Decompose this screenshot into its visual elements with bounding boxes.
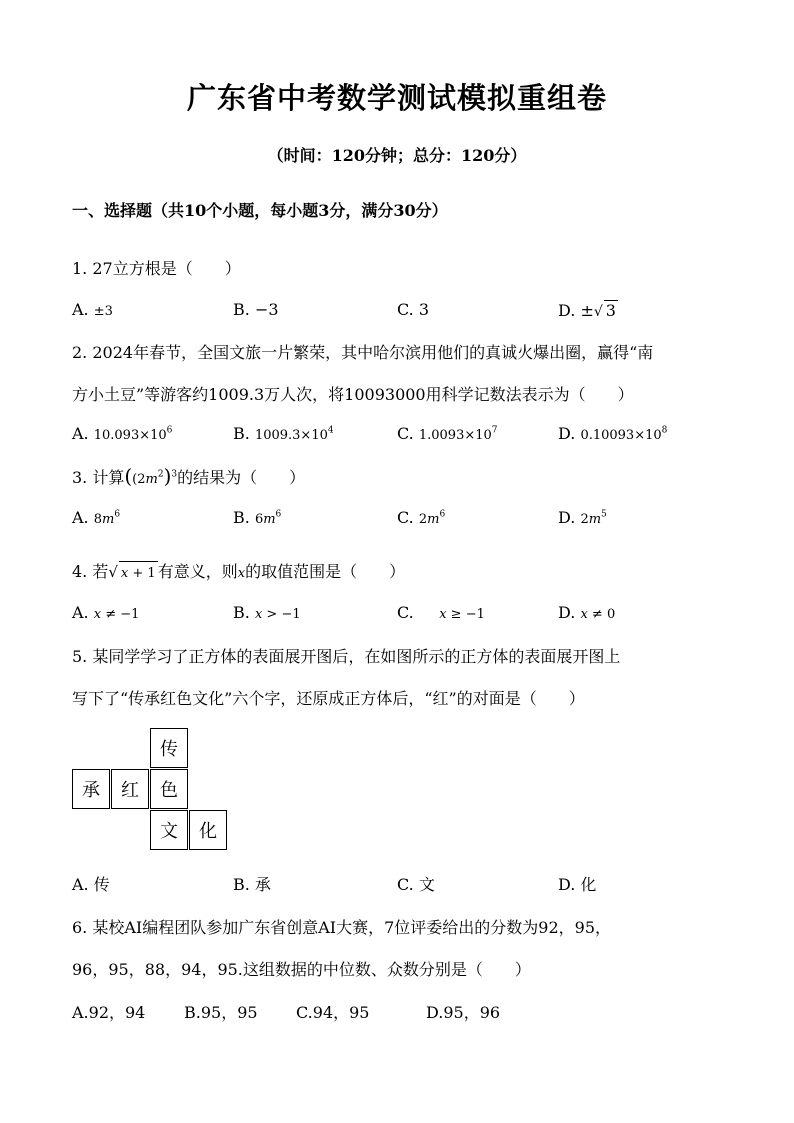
- q3-stem: 3. 计算($(2m^2)^3$的结果为（ ）: [72, 464, 306, 488]
- q2-stem-line2: 方小土豆”等游客约1009.3万人次，将10093000用科学记数法表示为（ ）: [72, 385, 634, 404]
- q2-option-b: B. $1009.3\times 10^4$: [233, 424, 334, 443]
- q3-option-a: A. $8m^6$: [72, 508, 121, 527]
- q4-option-d: D. x ≠ 0: [558, 603, 616, 622]
- q5-option-d: D. 化: [558, 875, 597, 894]
- net-cell-hua: 化: [189, 810, 227, 850]
- q2-option-a: A. $10.093\times 10^6$: [72, 424, 173, 443]
- section-heading: 一、选择题（共10个小题，每小题3分，满分30分）: [72, 201, 448, 220]
- cube-net-figure: [72, 728, 228, 850]
- q6-option-d: D.95，96: [426, 1003, 501, 1022]
- q4-stem: 4. 若√ x + 1 有意义，则x的取值范围是（ ）: [72, 562, 406, 581]
- exam-title: 广东省中考数学测试模拟重组卷: [186, 81, 607, 115]
- q1-option-b: B. −3: [233, 300, 279, 319]
- q6-stem-line1: 6. 某校AI编程团队参加广东省创意AI大赛，7位评委给出的分数为92，95，: [72, 918, 612, 937]
- net-cell-cheng: 承: [72, 769, 110, 809]
- q1-option-d: D. ±√ 3: [558, 301, 616, 320]
- q2-option-c: C. $1.0093\times 10^7$: [397, 424, 498, 443]
- q3-option-b: B. $6m^6$: [233, 508, 282, 527]
- net-cell-wen: 文: [150, 810, 188, 850]
- q5-stem-line2: 写下了“传承红色文化”六个字，还原成正方体后，“红”的对面是（ ）: [72, 689, 585, 708]
- q1-stem: 1. 27立方根是（ ）: [72, 259, 241, 278]
- q5-option-a: A. 传: [72, 875, 110, 894]
- q5-option-b: B. 承: [233, 875, 271, 894]
- q2-option-d: D. $0.10093\times 10^8$: [558, 424, 668, 443]
- q4-option-c: C. x ≥ −1: [397, 603, 485, 622]
- q2-stem-line1: 2. 2024年春节，全国文旅一片繁荣，其中哈尔滨用他们的真诚火爆出圈，赢得“南: [72, 343, 654, 362]
- q6-option-c: C.94，95: [296, 1003, 370, 1022]
- q5-option-c: C. 文: [397, 875, 435, 894]
- net-cell-se: 色: [150, 769, 188, 809]
- exam-subtitle: （时间：120分钟；总分：120分）: [267, 146, 527, 165]
- q6-option-a: A.92，94: [72, 1003, 146, 1022]
- q3-option-c: C. $2m^6$: [397, 508, 446, 527]
- net-cell-hong: 红: [111, 769, 149, 809]
- q4-option-b: B. x > −1: [233, 603, 301, 622]
- q6-stem-line2: 96，95，88，94，95.这组数据的中位数、众数分别是（ ）: [72, 960, 531, 979]
- q1-option-a: A. ±3: [72, 300, 113, 319]
- q5-stem-line1: 5. 某同学学习了正方体的表面展开图后，在如图所示的正方体的表面展开图上: [72, 647, 621, 666]
- q6-option-b: B.95，95: [184, 1003, 258, 1022]
- q1-option-c: C. 3: [397, 300, 430, 319]
- q4-option-a: A. x ≠ −1: [72, 603, 140, 622]
- net-cell-chuan: 传: [150, 728, 188, 768]
- q3-option-d: D. $2m^5$: [558, 508, 607, 527]
